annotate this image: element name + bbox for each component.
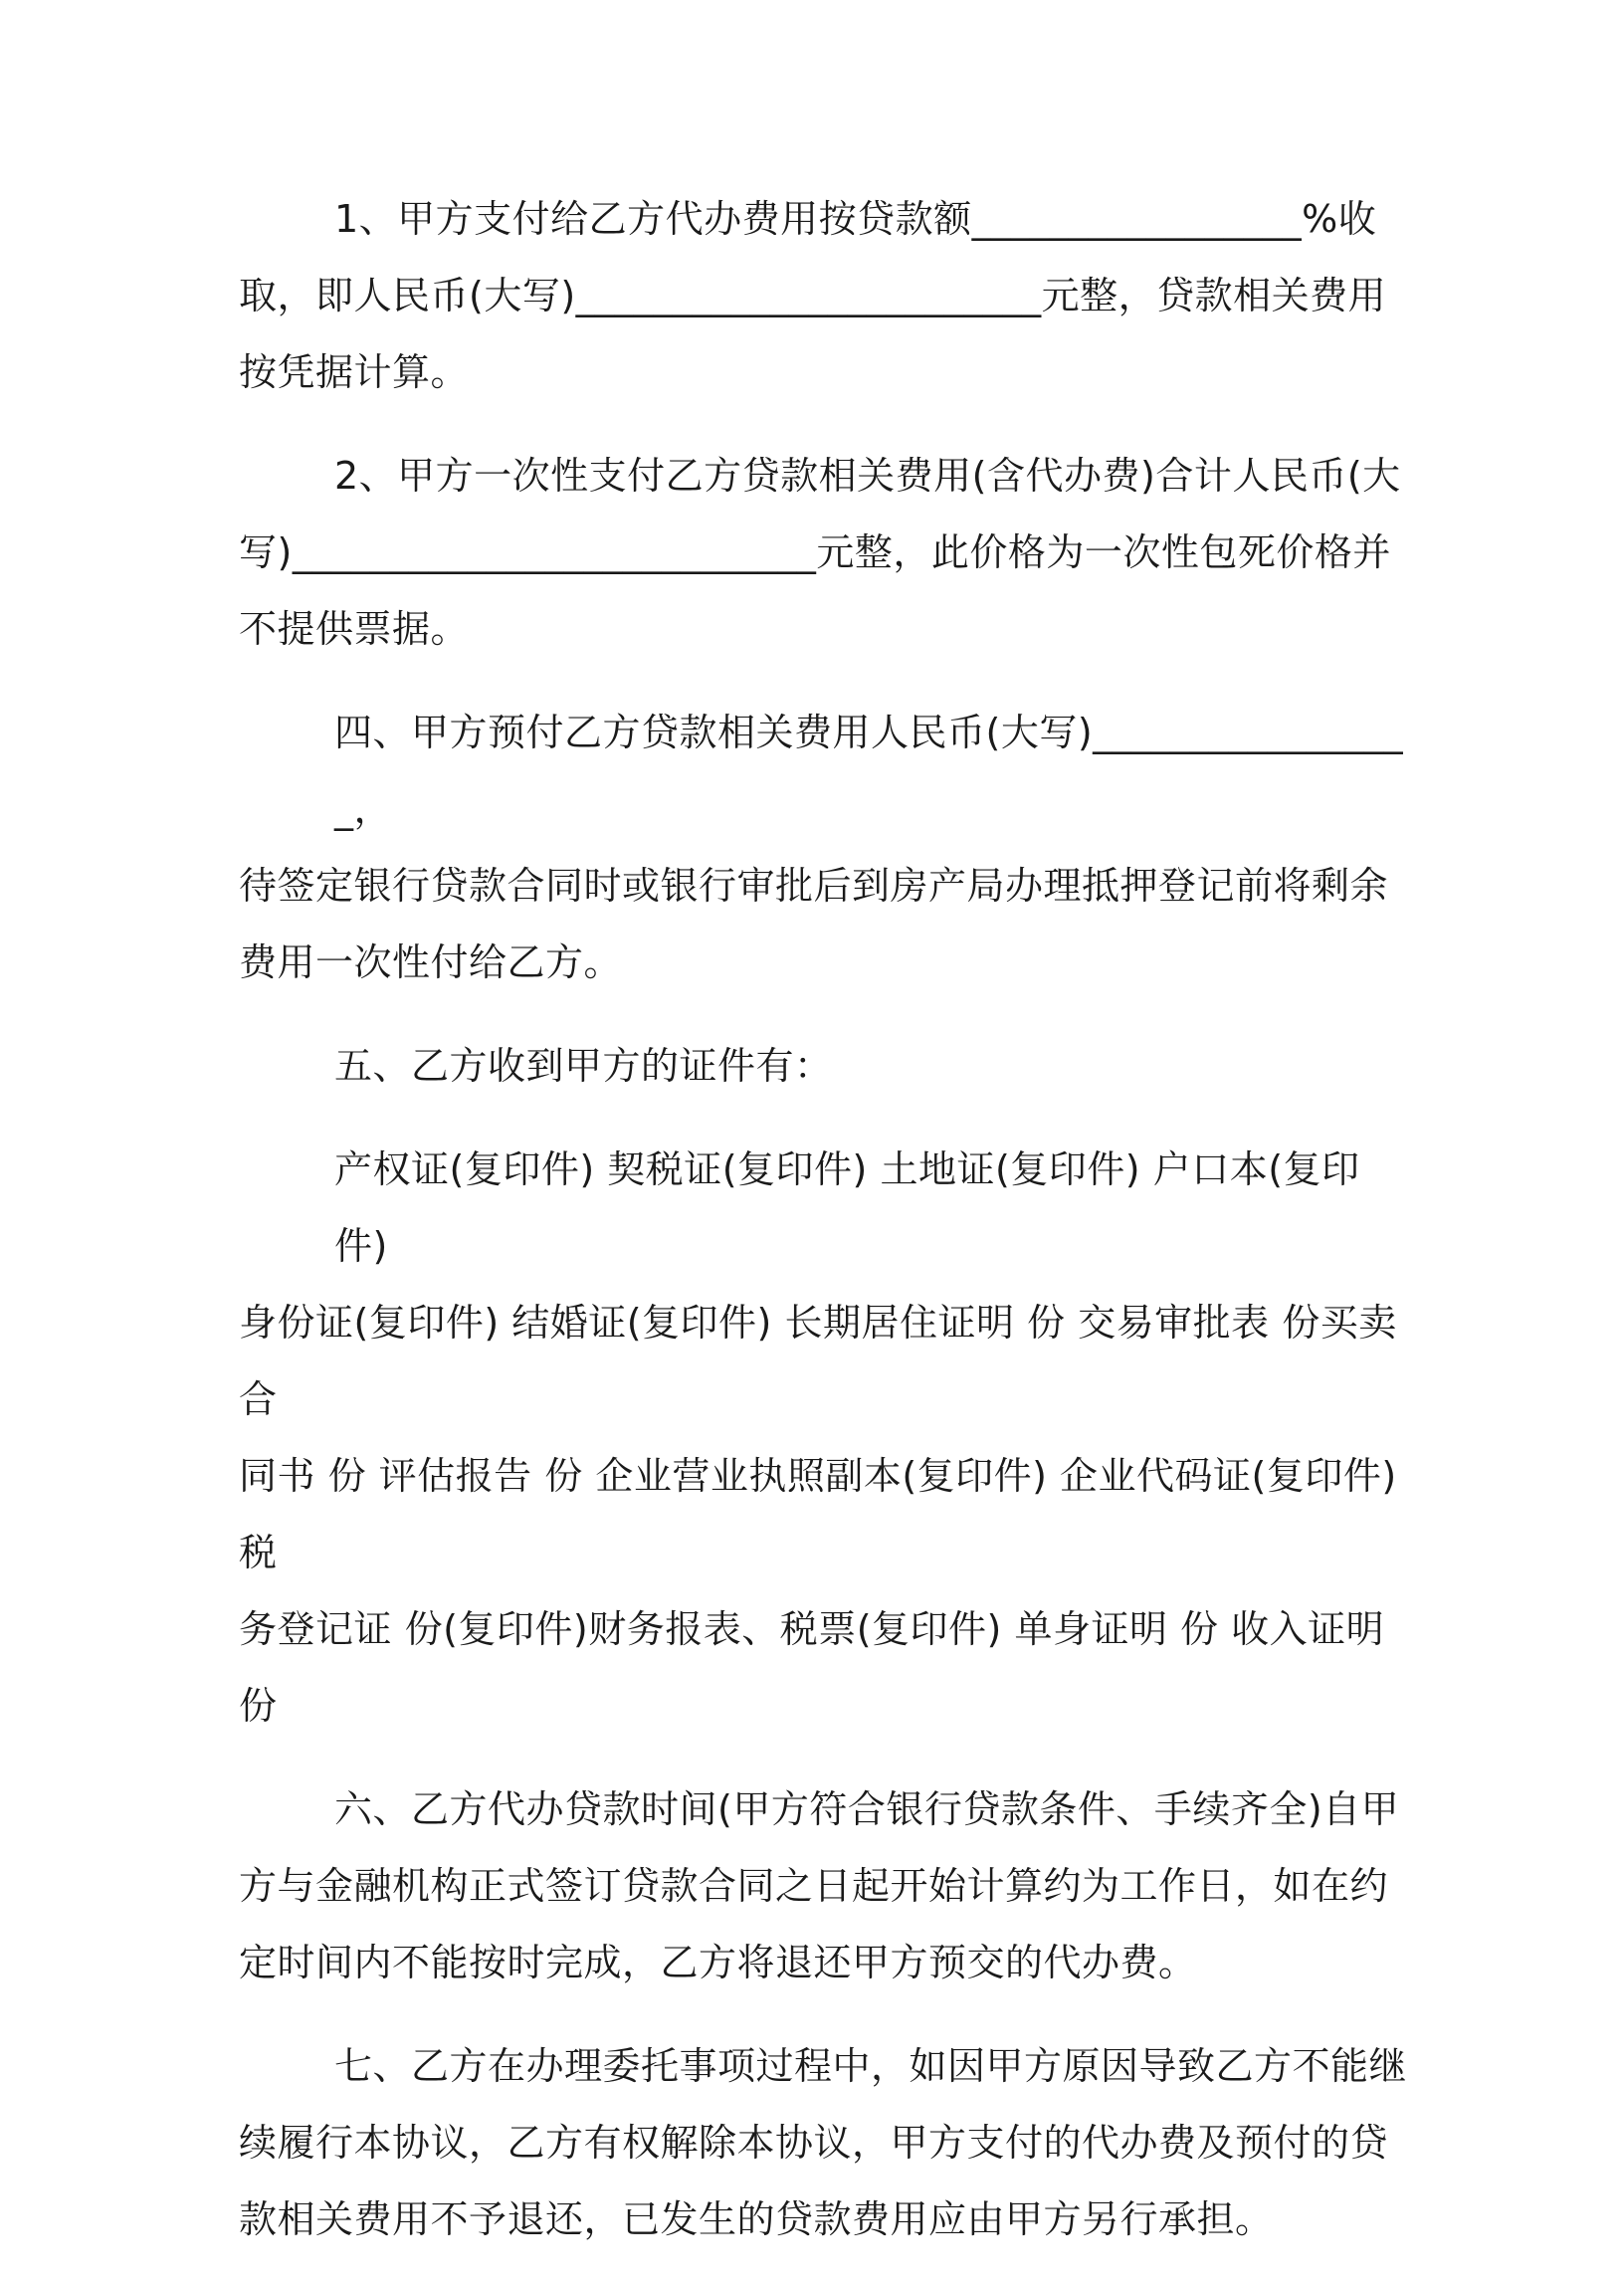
clause-line: 务登记证 份(复印件)财务报表、税票(复印件) 单身证明 份 收入证明份	[239, 1607, 1385, 1728]
clause-line: 2、甲方一次性支付乙方贷款相关费用(含代办费)合计人民币(大	[334, 454, 1401, 498]
clause-five-documents	[239, 1132, 1413, 1745]
clause-line: 身份证(复印件) 结婚证(复印件) 长期居住证明 份 交易审批表 份买卖合	[239, 1301, 1397, 1421]
clause-line: 六、乙方代办贷款时间(甲方符合银行贷款条件、手续齐全)自甲	[334, 1787, 1400, 1831]
clause-line: 续履行本协议，乙方有权解除本协议，甲方支付的代办费及预付的贷	[239, 2121, 1389, 2165]
clause-four-prepayment	[239, 695, 1413, 1001]
clause-five-heading	[239, 1028, 1413, 1105]
clause-seven-termination	[239, 2028, 1413, 2258]
clause-line: 按凭据计算。	[239, 350, 470, 394]
clause-line: 1、甲方支付给乙方代办费用按贷款额_________________%收	[334, 197, 1377, 241]
clause-line: 同书 份 评估报告 份 企业营业执照副本(复印件) 企业代码证(复印件) 税	[239, 1454, 1397, 1574]
clause-line: 五、乙方收到甲方的证件有：	[334, 1044, 833, 1088]
clause-line: 产权证(复印件) 契税证(复印件) 土地证(复印件) 户口本(复印件)	[334, 1147, 1360, 1268]
clause-line: 方与金融机构正式签订贷款合同之日起开始计算约为工作日，如在约	[239, 1864, 1389, 1908]
clause-line: 费用一次性付给乙方。	[239, 940, 623, 984]
clause-six-timeline	[239, 1771, 1413, 2001]
document-body	[239, 181, 1413, 2285]
clause-line: 款相关费用不予退还，已发生的贷款费用应由甲方另行承担。	[239, 2197, 1274, 2241]
clause-fee-percentage	[239, 181, 1413, 411]
clause-line: 取，即人民币(大写)________________________元整，贷款相关费用	[239, 274, 1387, 317]
clause-line: 不提供票据。	[239, 607, 470, 651]
clause-lump-sum	[239, 438, 1413, 668]
clause-line: 四、甲方预付乙方贷款相关费用人民币(大写)_________________，	[334, 711, 1404, 831]
clause-line: 写)___________________________元整，此价格为一次性包死价格并	[239, 530, 1391, 574]
clause-line: 七、乙方在办理委托事项过程中，如因甲方原因导致乙方不能继	[334, 2044, 1408, 2088]
clause-line: 待签定银行贷款合同时或银行审批后到房产局办理抵押登记前将剩余	[239, 864, 1389, 908]
clause-line: 定时间内不能按时完成，乙方将退还甲方预交的代办费。	[239, 1941, 1197, 1984]
